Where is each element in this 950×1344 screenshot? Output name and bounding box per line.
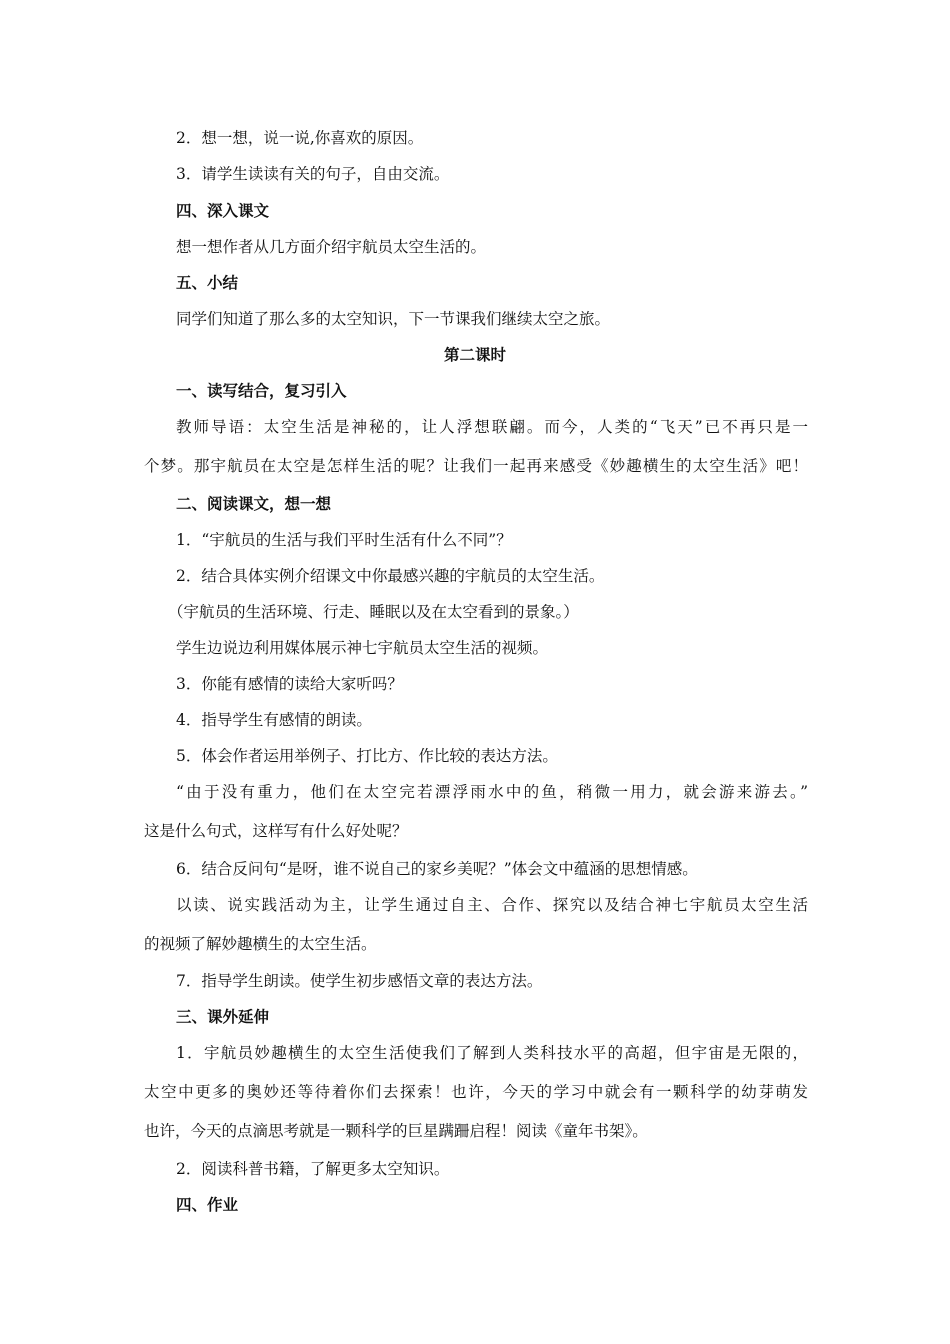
paragraph-line: 以读、说实践活动为主，让学生通过自主、合作、探究以及结合神七宇航员太空生活	[176, 896, 808, 914]
list-item-1: 1．“宇航员的生活与我们平时生活有什么不同”？	[176, 531, 512, 549]
list-item-5: 5．体会作者运用举例子、打比方、作比较的表达方法。	[176, 747, 558, 765]
list-item-3: 3．请学生读读有关的句子，自由交流。	[176, 165, 450, 183]
quote-line: “由于没有重力，他们在太空完若漂浮雨水中的鱼，稍微一用力，就会游来游去。”	[176, 783, 808, 801]
lesson-title: 第二课时	[443, 345, 506, 364]
list-item-2: 2．想一想，说一说,你喜欢的原因。	[176, 129, 424, 147]
paragraph-line: 这是什么句式，这样写有什么好处呢？	[144, 822, 408, 840]
list-item-7: 7．指导学生朗读。使学生初步感悟文章的表达方法。	[176, 972, 543, 990]
list-item-2: 2．结合具体实例介绍课文中你最感兴趣的宇航员的太空生活。	[176, 567, 605, 585]
paragraph-line: 太空中更多的奥妙还等待着你们去探索！也许，今天的学习中就会有一颗科学的幼芽萌发	[144, 1083, 808, 1101]
paragraph-line: 也许，今天的点滴思考就是一颗科学的巨星蹒跚启程！阅读《童年书架》。	[144, 1122, 648, 1140]
paragraph: 想一想作者从几方面介绍宇航员太空生活的。	[176, 238, 487, 256]
list-item-6: 6．结合反问句“是呀，谁不说自己的家乡美呢？”体会文中蕴涵的思想情感。	[176, 860, 698, 878]
paragraph-note: （宇航员的生活环境、行走、睡眠以及在太空看到的景象。）	[168, 603, 579, 621]
paragraph: 学生边说边利用媒体展示神七宇航员太空生活的视频。	[176, 639, 549, 657]
paragraph-line: 个梦。那宇航员在太空是怎样生活的呢？让我们一起再来感受《妙趣横生的太空生活》吧！	[144, 457, 808, 475]
list-item-2: 2．阅读科普书籍，了解更多太空知识。	[176, 1160, 450, 1178]
paragraph: 同学们知道了那么多的太空知识，下一节课我们继续太空之旅。	[176, 310, 611, 328]
paragraph-line: 1．宇航员妙趣横生的太空生活使我们了解到人类科技水平的高超，但宇宙是无限的，	[176, 1044, 808, 1062]
section-heading-1: 一、读写结合，复习引入	[176, 381, 347, 400]
paragraph-line: 教师导语：太空生活是神秘的，让人浮想联翩。而今，人类的“飞天”已不再只是一	[176, 418, 808, 436]
section-heading-4: 四、深入课文	[176, 201, 270, 220]
section-heading-4: 四、作业	[176, 1195, 239, 1214]
section-heading-5: 五、小结	[176, 273, 239, 292]
section-heading-3: 三、课外延伸	[176, 1007, 270, 1026]
list-item-4: 4．指导学生有感情的朗读。	[176, 711, 372, 729]
paragraph-line: 的视频了解妙趣横生的太空生活。	[144, 935, 377, 953]
section-heading-2: 二、阅读课文，想一想	[176, 494, 332, 513]
list-item-3: 3．你能有感情的读给大家听吗？	[176, 675, 403, 693]
